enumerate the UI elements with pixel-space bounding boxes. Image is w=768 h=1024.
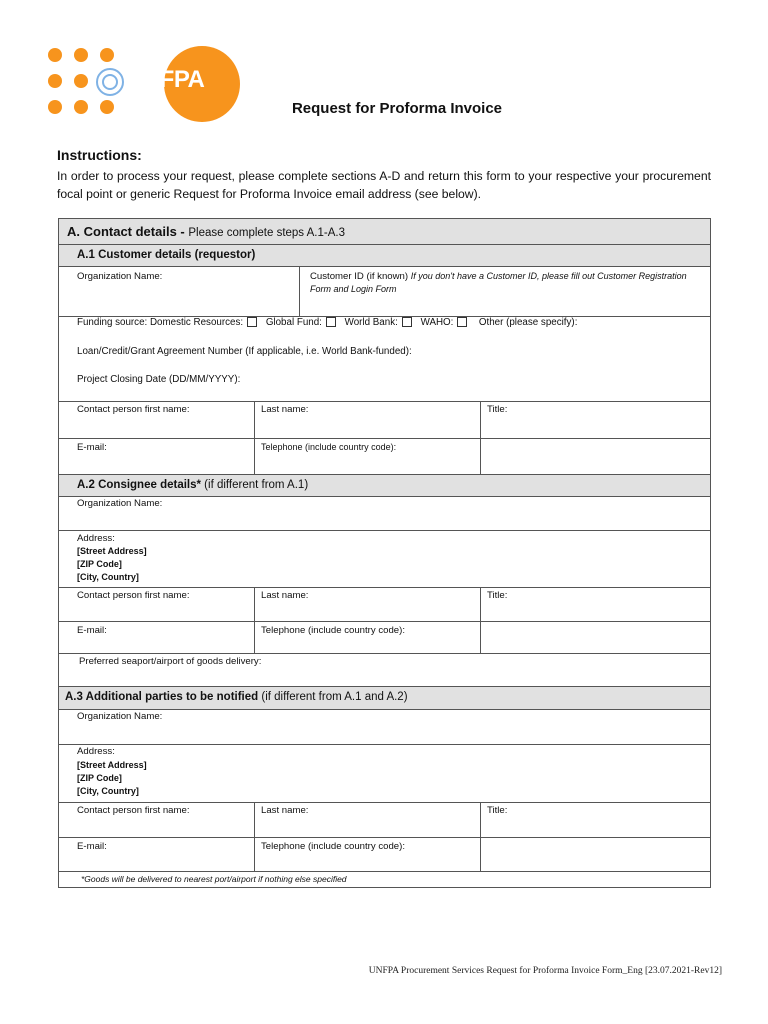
- world-bank-label: World Bank:: [344, 317, 398, 328]
- un-emblem-icon: [96, 68, 124, 96]
- a3-title-field[interactable]: Title:: [487, 805, 508, 816]
- a2-email-field[interactable]: E-mail:: [59, 622, 255, 653]
- a2-last-name-field[interactable]: Last name:: [255, 588, 481, 621]
- other-label: Other (please specify):: [478, 317, 578, 328]
- a2-email-row: [59, 622, 710, 654]
- a3-email-field[interactable]: E-mail:: [59, 838, 255, 871]
- section-a-title: A. Contact details -: [67, 224, 189, 239]
- a1-customer-id-note: If you don't have a Customer ID, please fill out Customer Registration: [410, 271, 687, 281]
- a1-first-name-field[interactable]: Contact person first name:: [59, 402, 255, 438]
- logo-dot: [100, 48, 114, 62]
- a3-header: [59, 687, 710, 710]
- logo-dot: [48, 48, 62, 62]
- a3-first-name-field[interactable]: Contact person first name:: [59, 803, 255, 837]
- a1-contact-row: [59, 402, 710, 439]
- a3-address-field[interactable]: Address: [Street Address] [ZIP Code] [City, Country]: [59, 745, 710, 803]
- a1-org-row: [59, 267, 710, 317]
- page-footer: UNFPA Procurement Services Request for Proforma Invoice Form_Eng [23.07.2021-Rev12]: [368, 966, 722, 976]
- domestic-resources-checkbox[interactable]: [247, 317, 257, 327]
- a1-last-name-field[interactable]: Last name:: [255, 402, 481, 438]
- global-fund-checkbox[interactable]: [326, 317, 336, 327]
- a3-last-name-field[interactable]: Last name:: [255, 803, 481, 837]
- a1-telephone-field[interactable]: Telephone (include country code):: [255, 439, 481, 474]
- section-a-subtitle: Please complete steps A.1-A.3: [188, 227, 345, 239]
- contact-details-form: [58, 218, 711, 888]
- a1-title-field[interactable]: Title:: [487, 404, 508, 415]
- a2-header: [59, 475, 710, 497]
- a3-extra-field[interactable]: [481, 838, 710, 871]
- a2-heading-note: (if different from A.1): [200, 479, 309, 491]
- a2-extra-field[interactable]: [481, 622, 710, 653]
- logo-dot: [48, 74, 62, 88]
- a2-seaport-field[interactable]: Preferred seaport/airport of goods delivery:: [59, 654, 710, 687]
- a3-org-name-field[interactable]: Organization Name:: [59, 710, 710, 745]
- a2-first-name-field[interactable]: Contact person first name:: [59, 588, 255, 621]
- page-title: Request for Proforma Invoice: [291, 100, 503, 117]
- loan-agreement-label: Loan/Credit/Grant Agreement Number (If applicable, i.e. World Bank-funded):: [77, 346, 412, 357]
- waho-checkbox[interactable]: [457, 317, 467, 327]
- a3-telephone-field[interactable]: Telephone (include country code):: [255, 838, 481, 871]
- a2-telephone-field[interactable]: Telephone (include country code):: [255, 622, 481, 653]
- a1-header: [59, 245, 710, 267]
- a1-email-field[interactable]: E-mail:: [59, 439, 255, 474]
- logo-dot: [74, 74, 88, 88]
- a1-customer-id-label: Customer ID (if known): [310, 271, 411, 282]
- waho-label: WAHO:: [420, 317, 454, 328]
- a1-org-name-label: Organization Name:: [77, 271, 163, 282]
- a2-heading: A.2 Consignee details*: [77, 479, 201, 491]
- a1-heading: A.1 Customer details (requestor): [77, 249, 256, 261]
- section-a-header: [59, 219, 710, 245]
- delivery-footnote: *Goods will be delivered to nearest port/airport if nothing else specified: [81, 874, 347, 884]
- a1-customer-id-field[interactable]: [300, 267, 710, 316]
- a3-heading-note: (if different from A.1 and A.2): [258, 691, 408, 703]
- instructions-text: In order to process your request, please complete sections A-D and return this form to your respective your procurement focal point or generic Request for Proforma Invoice email address (see below).: [57, 169, 711, 201]
- a3-contact-row: [59, 803, 710, 838]
- a1-customer-id-note2: Form and Login Form: [310, 284, 397, 294]
- a2-contact-row: [59, 588, 710, 622]
- global-fund-label: Global Fund:: [265, 317, 322, 328]
- a1-extra-field[interactable]: [481, 439, 710, 474]
- world-bank-checkbox[interactable]: [402, 317, 412, 327]
- a1-funding-row: [59, 317, 710, 402]
- a1-org-name-field[interactable]: [59, 267, 300, 316]
- logo-wordmark: UNFPA: [126, 66, 205, 93]
- a1-email-row: [59, 439, 710, 475]
- project-closing-date-label: Project Closing Date (DD/MM/YYYY):: [77, 374, 241, 385]
- funding-source-label: Funding source: Domestic Resources:: [77, 317, 244, 328]
- a2-title-field[interactable]: Title:: [487, 590, 508, 601]
- a2-address-field[interactable]: Address: [Street Address] [ZIP Code] [City, Country]: [59, 531, 710, 588]
- logo-dot: [74, 48, 88, 62]
- instructions-heading: Instructions:: [57, 147, 142, 163]
- a3-heading: A.3 Additional parties to be notified: [65, 691, 259, 703]
- a2-org-name-field[interactable]: Organization Name:: [59, 497, 710, 531]
- a3-email-row: [59, 838, 710, 872]
